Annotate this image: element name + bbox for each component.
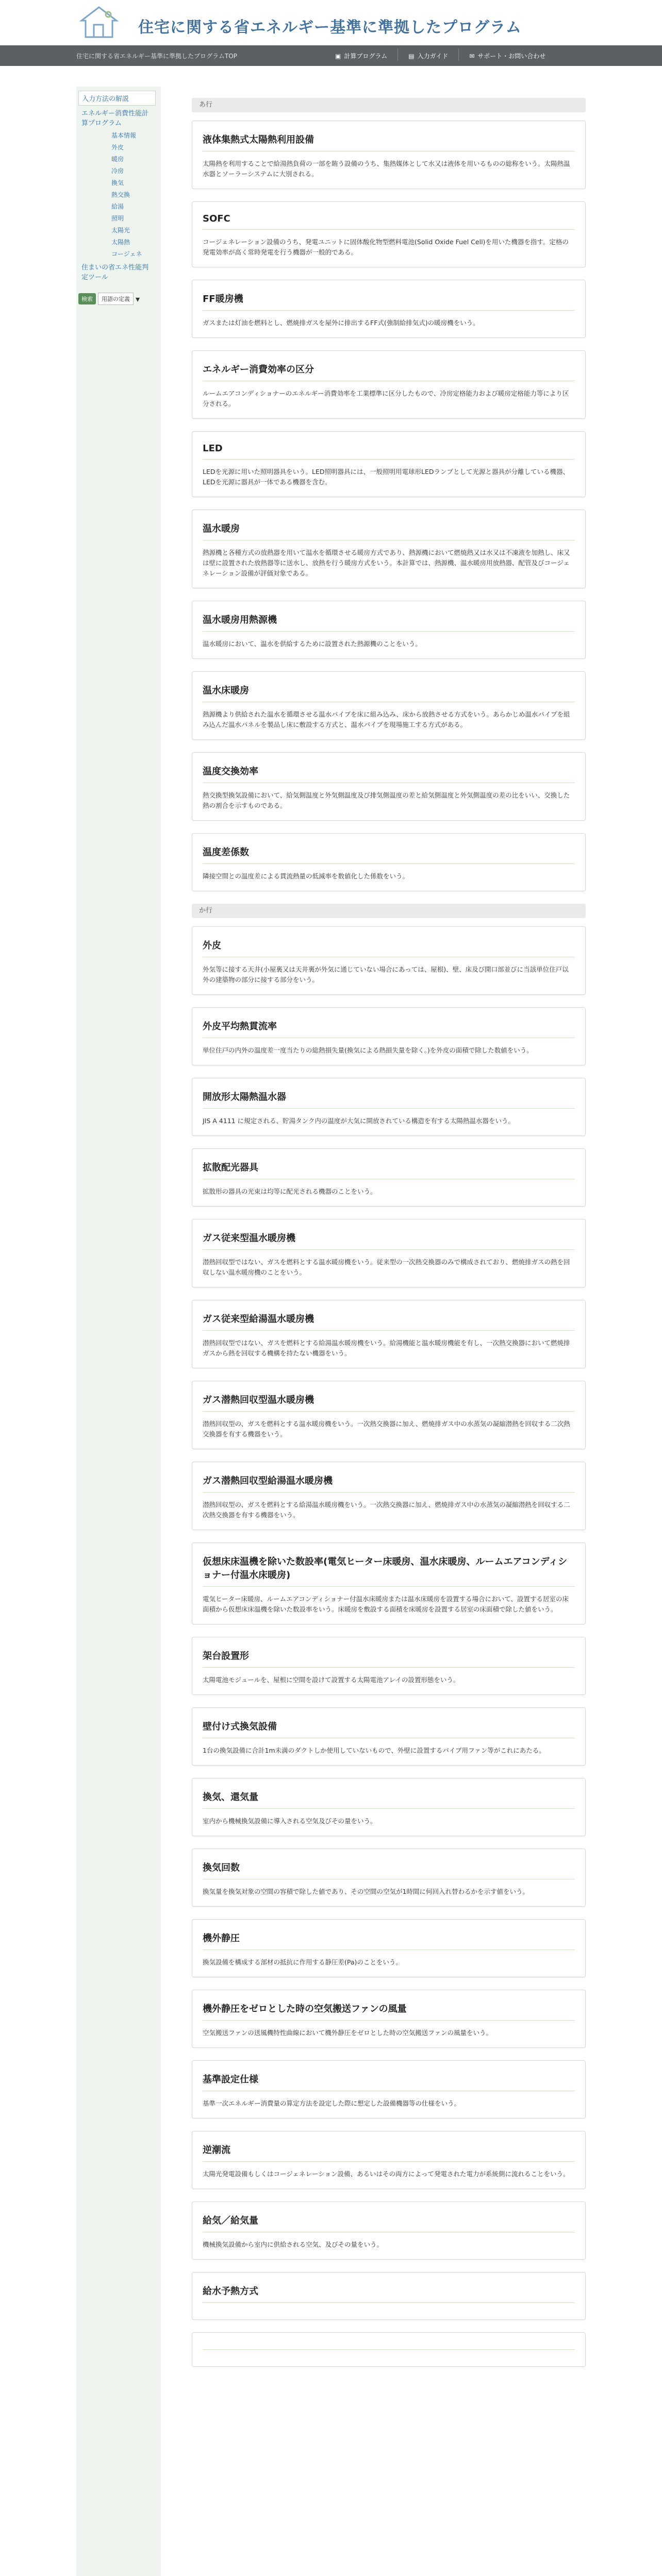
term-card [192, 201, 586, 267]
term-card [192, 1300, 586, 1368]
term-title: 基準設定仕様 [203, 2072, 575, 2091]
sidebar-sub-item[interactable]: 太陽光 [111, 227, 130, 234]
term-card [192, 1078, 586, 1136]
term-title: 開放形太陽熱温水器 [203, 1090, 575, 1109]
term-title: 給水予熱方式 [203, 2284, 575, 2303]
term-description: ルームエアコンディショナーのエネルギー消費効率を工業標準に区分したもので、冷房定格能力および暖房定格能力等により区分される。 [203, 389, 569, 408]
breadcrumb[interactable]: 住宅に関する省エネルギー基準に準拠したプログラムTOP [76, 53, 237, 60]
term-title: 温度差係数 [203, 845, 575, 864]
term-description: 単位住戸の内外の温度差一度当たりの総熱損失量(換気による熱損失量を除く。)を外皮の面積で除した数値をいう。 [203, 1046, 533, 1054]
nav-link-guide[interactable] [403, 48, 453, 63]
term-category-select[interactable]: 用語の定義 [98, 293, 134, 305]
sidebar-sub-item[interactable]: 冷房 [111, 167, 124, 175]
term-description: 機械換気設備から室内に供給される空気、及びその量をいう。 [203, 2241, 384, 2248]
term-card [192, 833, 586, 891]
nav-link-label: サポート・お問い合わせ [477, 53, 546, 60]
term-title: 温水暖房用熱源機 [203, 613, 575, 632]
sidebar-menu [78, 91, 156, 283]
mail-icon: ✉ [469, 52, 475, 60]
term-description: 潜熱回収型ではない、ガスを燃料とする温水暖房機をいう。従来型の一次熱交換器のみで構成されており、燃焼排ガスの熱を回収しない温水暖房機のことをいう。 [203, 1258, 570, 1276]
term-card [192, 121, 586, 189]
site-header [0, 0, 662, 45]
sidebar-sub-item[interactable]: 照明 [111, 215, 124, 222]
term-title: 壁付け式換気設備 [203, 1719, 575, 1738]
term-card [192, 1148, 586, 1207]
term-title: 温水床暖房 [203, 683, 575, 702]
term-description: 電気ヒーター床暖房、ルームエアコンディショナー付温水床暖房または温水床暖房を設置する場合において、設置する居室の床面積から仮想床床温機を除いた数設率をいう。床暖房を敷設する面積を床暖房を設置する居室の床面積で除した値をいう。 [203, 1595, 569, 1613]
term-description: 潜熱回収型の、ガスを燃料とする給湯温水暖房機をいう。一次熱交換器に加え、燃焼排ガス中の水蒸気の凝縮潜熱を回収する二次熱交換器を有する機器をいう。 [203, 1501, 570, 1519]
term-title: 仮想床床温機を除いた数設率(電気ヒーター床暖房、温水床暖房、ルームエアコンディショナー付温水床暖房) [203, 1554, 575, 1587]
term-card [192, 2332, 586, 2367]
term-card [192, 1778, 586, 1836]
term-card [192, 1543, 586, 1624]
term-description: 基準一次エネルギー消費量の算定方法を設定した際に想定した設備機器等の仕様をいう。 [203, 2099, 461, 2107]
term-description: 空気搬送ファンの送風機特性曲線において機外静圧をゼロとした時の空気搬送ファンの風量をいう。 [203, 2029, 493, 2037]
term-description: 潜熱回収型ではない、ガスを燃料とする給湯温水暖房機をいう。給湯機能と温水暖房機能を有し、一次熱交換器において燃焼排ガスから熱を回収する機構を持たない機器をいう。 [203, 1339, 570, 1357]
chevron-down-icon: ▾ [136, 294, 140, 304]
term-card [192, 1381, 586, 1449]
term-description: 外気等に接する天井(小屋裏又は天井裏が外気に通じていない場合にあっては、屋根)、壁、床及び開口部並びに当該単位住戸以外の建築物の部分に接する部分をいう。 [203, 965, 569, 984]
sidebar-item-judgement-tool[interactable]: 住まいの省エネ性能判定ツール [81, 264, 149, 281]
term-card [192, 1919, 586, 1977]
term-title: 換気回数 [203, 1860, 575, 1879]
term-title: 温度交換効率 [203, 764, 575, 783]
term-card [192, 1007, 586, 1065]
term-title: 温水暖房 [203, 521, 575, 540]
term-search [78, 293, 156, 305]
term-description: 室内から機械換気設備に導入される空気及びその量をいう。 [203, 1817, 377, 1825]
term-description: 潜熱回収型の、ガスを燃料とする温水暖房機をいう。一次熱交換器に加え、燃焼排ガス中の水蒸気の凝縮潜熱を回収する二次熱交換器を有する機器をいう。 [203, 1420, 570, 1438]
nav-links [330, 48, 551, 63]
sidebar-sub-item[interactable]: 外皮 [111, 144, 124, 151]
term-card [192, 926, 586, 995]
term-title: 給気／給気量 [203, 2213, 575, 2232]
term-card [192, 1462, 586, 1530]
sidebar-submenu [78, 129, 156, 260]
term-description: ガスまたは灯油を燃料とし、燃焼排ガスを屋外に排出するFF式(強制給排気式)の暖房機をいう。 [203, 319, 479, 327]
term-card [192, 350, 586, 419]
term-title: エネルギー消費効率の区分 [203, 362, 575, 381]
nav-link-label: 計算プログラム [344, 53, 388, 60]
sidebar-sub-item[interactable]: 換気 [111, 179, 124, 187]
nav-link-label: 入力ガイド [417, 53, 449, 60]
term-card [192, 510, 586, 588]
sidebar [76, 87, 161, 2576]
term-title: 架台設置形 [203, 1649, 575, 1668]
term-description: 1台の換気設備に合計1m未満のダクトしか使用していないもので、外壁に設置するパイプ用ファン等がこれにあたる。 [203, 1747, 545, 1754]
term-description: 太陽光発電設備もしくはコージェネレーション設備、あるいはその両方によって発電された電力が系統側に流れることをいう。 [203, 2170, 570, 2178]
sidebar-sub-item[interactable]: 暖房 [111, 156, 124, 163]
sidebar-sub-item[interactable]: 給湯 [111, 203, 124, 210]
term-description: 換気量を換気対象の空間の容積で除した値であり、その空間の空気が1時間に何回入れ替わるかを示す値をいう。 [203, 1888, 529, 1895]
term-title: 拡散配光器具 [203, 1160, 575, 1179]
term-description: 熱交換型換気設備において、給気側温度と外気側温度及び排気側温度の差と給気側温度と外気側温度の差の比をいい、交換した熱の割合を示すものである。 [203, 791, 570, 809]
term-card [192, 601, 586, 659]
sidebar-sub-item[interactable]: 基本情報 [111, 132, 137, 139]
sidebar-sub-item[interactable]: 太陽熱 [111, 239, 130, 246]
sidebar-sub-item[interactable]: 熱交換 [111, 191, 130, 198]
term-title: ガス従来型温水暖房機 [203, 1231, 575, 1250]
sidebar-sub-item[interactable]: コージェネ [111, 250, 142, 258]
category-header: あ行 [192, 98, 586, 112]
term-description: 熱源機より供給された温水を循環させる温水パイプを床に組み込み、床から放熱させる方式をいう。あらかじめ温水パイプを組み込んだ温水パネルを製品し床に敷設する方式と、温水パイプを現場施工する方式がある。 [203, 710, 570, 728]
term-title: FF暖房機 [203, 292, 575, 311]
term-description: 温水暖房において、温水を供給するために設置された熱源機のことをいう。 [203, 640, 422, 648]
term-description: 熱源機と各種方式の放熱器を用いて温水を循環させる暖房方式であり、熱源機において燃焼熱又は水又は不凍液を加熱し、床又は壁に設置された放熱器等に送水し、放熱を行う暖房方式をいう。本計算では、熱源機、温水暖房用放熱器、配管及びコージェネレーション設備が評価対象である。 [203, 549, 570, 577]
term-description: 太陽熱を利用することで給湯熱負荷の一部を賄う設備のうち、集熱媒体として水又は液体を用いるものの総称をいう。太陽熱温水器とソーラーシステムに大別される。 [203, 160, 570, 178]
term-title: 機外静圧 [203, 1931, 575, 1950]
term-title: ガス潜熱回収型温水暖房機 [203, 1393, 575, 1412]
term-card [192, 1990, 586, 2048]
term-card [192, 671, 586, 740]
house-logo-icon[interactable] [78, 5, 120, 40]
top-navbar [0, 45, 662, 66]
term-card [192, 1219, 586, 1287]
term-title: 外皮 [203, 938, 575, 957]
term-title: 外皮平均熱貫流率 [203, 1019, 575, 1038]
category-header: か行 [192, 904, 586, 918]
term-card [192, 2060, 586, 2119]
term-card [192, 2272, 586, 2320]
term-description: 拡散形の器具の光束は均等に配光される機器のことをいう。 [203, 1188, 377, 1195]
term-description: LEDを光源に用いた照明器具をいう。LED照明器具には、一般照明用電球形LEDランプとして光源と器具が分離している機器、LEDを光源に器具が一体である機器を含む。 [203, 468, 569, 486]
term-title: ガス潜熱回収型給湯温水暖房機 [203, 1473, 575, 1493]
guide-icon: ▤ [408, 52, 415, 60]
term-description: 太陽電池モジュールを、屋根に空間を設けて設置する太陽電池アレイの設置形態をいう。 [203, 1676, 460, 1684]
calculator-icon: ▣ [335, 52, 341, 60]
glossary-content [192, 87, 586, 2379]
term-title: 液体集熱式太陽熱利用設備 [203, 132, 575, 151]
term-title: LED [203, 443, 575, 460]
term-title [203, 2344, 575, 2350]
nav-link-program[interactable] [330, 48, 392, 63]
term-card [192, 1707, 586, 1766]
term-title: 換気、還気量 [203, 1790, 575, 1809]
term-card [192, 1849, 586, 1907]
term-card [192, 431, 586, 497]
sidebar-item-energy-program[interactable]: エネルギー消費性能計算プログラム [81, 110, 149, 127]
term-card [192, 2201, 586, 2260]
term-description: 隣接空間との温度差による貫流熱量の低減率を数値化した係数をいう。 [203, 872, 409, 880]
term-title: ガス従来型給湯温水暖房機 [203, 1312, 575, 1331]
sidebar-item-input-guide[interactable]: 入力方法の解説 [78, 91, 156, 106]
nav-divider [458, 48, 459, 61]
term-title: 機外静圧をゼロとした時の空気搬送ファンの風量 [203, 2002, 575, 2021]
nav-link-support[interactable] [464, 48, 551, 63]
term-card [192, 1637, 586, 1695]
term-description: コージェネレーション設備のうち、発電ユニットに固体酸化物型燃料電池(Solid Oxide Fuel Cell)を用いた機器を指す。定格の発電効率が高く常時発電を行う機器が一般的である。 [203, 238, 569, 256]
term-title: SOFC [203, 213, 575, 230]
site-title[interactable]: 住宅に関する省エネルギー基準に準拠したプログラム [138, 19, 522, 37]
term-card [192, 2131, 586, 2189]
term-card [192, 280, 586, 338]
search-button[interactable]: 検索 [78, 293, 96, 304]
term-description: 換気設備を構成する部材の抵抗に作用する静圧差(Pa)のことをいう。 [203, 1958, 402, 1966]
term-card [192, 752, 586, 821]
term-title: 逆潮流 [203, 2143, 575, 2162]
term-description: JIS A 4111 に規定される、貯湯タンク内の温度が大気に開放されている構造を有する太陽熱温水器をいう。 [203, 1117, 515, 1125]
